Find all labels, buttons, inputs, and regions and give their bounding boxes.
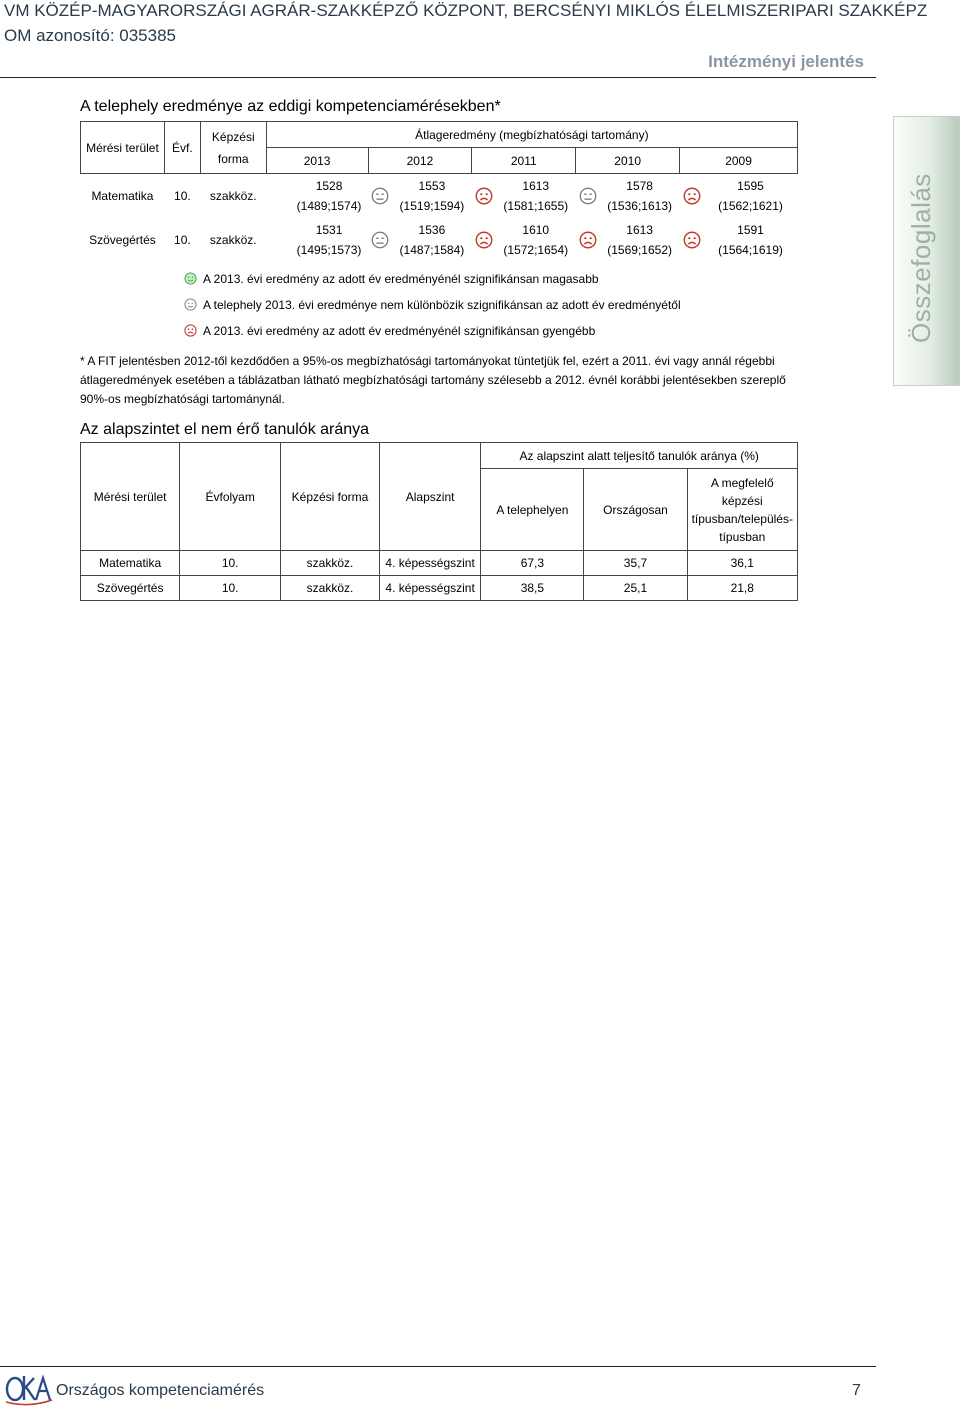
score-value: 1528 xyxy=(315,178,343,193)
table-row xyxy=(81,218,798,262)
neutral-face-icon xyxy=(579,187,597,205)
header-site: A telephelyen xyxy=(481,469,584,551)
score-range: (1569;1652) xyxy=(607,242,672,257)
score-cell xyxy=(704,174,798,218)
footer-divider xyxy=(0,1366,876,1367)
section2-title: Az alapszintet el nem érő tanulók aránya xyxy=(80,421,370,438)
side-tab-label: Összefoglalás xyxy=(906,173,936,343)
year-header: 2013 xyxy=(266,148,368,174)
year-header: 2011 xyxy=(472,148,576,174)
okm-logo-icon xyxy=(4,1372,54,1406)
grade-cell: 10. xyxy=(180,551,281,576)
header-area: Mérési terület xyxy=(81,443,180,551)
year-header: 2009 xyxy=(680,148,798,174)
header-level: Alapszint xyxy=(379,443,480,551)
sad-face-icon xyxy=(579,231,597,249)
form-cell: szakköz. xyxy=(209,232,257,247)
score-value: 1595 xyxy=(737,178,764,193)
score-value: 1553 xyxy=(418,178,446,193)
header-form: Képzési forma xyxy=(281,443,380,551)
header-matching: A megfelelő képzési típusban/település-típusban xyxy=(687,469,797,551)
score-range: (1536;1613) xyxy=(607,198,672,213)
score-value: 1578 xyxy=(626,178,653,193)
score-value: 1531 xyxy=(315,222,343,237)
results-table xyxy=(80,121,798,262)
school-name: VM KÖZÉP-MAGYARORSZÁGI AGRÁR-SZAKKÉPZŐ KÖZPONT, BERCSÉNYI MIKLÓS ÉLELMISZERIPARI SZAKKÉPZ xyxy=(4,1,928,20)
site-cell: 67,3 xyxy=(481,551,584,576)
header-group: Az alapszint alatt teljesítő tanulók aránya (%) xyxy=(481,443,798,469)
grade-cell: 10. xyxy=(174,232,191,247)
sad-face-icon xyxy=(683,187,701,205)
score-cell xyxy=(600,174,680,218)
score-value: 1591 xyxy=(737,222,764,237)
score-range: (1487;1584) xyxy=(399,242,465,257)
year-header: 2012 xyxy=(368,148,472,174)
sad-face-icon xyxy=(475,187,493,205)
score-range: (1564;1619) xyxy=(718,242,783,257)
area-cell: Matematika xyxy=(91,188,154,203)
header-form: Képzési forma xyxy=(200,122,266,174)
legend-text: A telephely 2013. évi eredménye nem különbözik szignifikánsan az adott év eredményétől xyxy=(203,298,681,312)
score-range: (1519;1594) xyxy=(399,198,465,213)
matching-cell: 36,1 xyxy=(687,551,797,576)
sad-face-icon xyxy=(683,231,701,249)
form-cell: szakköz. xyxy=(281,576,380,601)
happy-face-icon xyxy=(184,272,197,285)
legend-item-same xyxy=(184,298,681,312)
section1-title: A telephely eredménye az eddigi kompetenciamérésekben* xyxy=(80,98,501,115)
legend-item-higher xyxy=(184,272,599,286)
legend-text: A 2013. évi eredmény az adott év eredményénél szignifikánsan gyengébb xyxy=(203,324,596,338)
score-cell xyxy=(392,218,472,262)
sad-face-icon xyxy=(475,231,493,249)
neutral-face-icon xyxy=(184,298,197,311)
form-cell: szakköz. xyxy=(209,188,257,203)
score-value: 1536 xyxy=(418,222,446,237)
header-grade: Évfolyam xyxy=(180,443,281,551)
sad-face-icon xyxy=(184,324,197,337)
table-row xyxy=(81,576,798,601)
neutral-face-icon xyxy=(371,231,389,249)
site-cell: 38,5 xyxy=(481,576,584,601)
national-cell: 35,7 xyxy=(584,551,687,576)
score-range: (1489;1574) xyxy=(296,198,362,213)
score-range: (1581;1655) xyxy=(503,198,569,213)
score-range: (1572;1654) xyxy=(503,242,569,257)
table-row xyxy=(81,551,798,576)
footnote: * A FIT jelentésben 2012-től kezdődően a 95%-os megbízhatósági tartományokat tüntetjük fel, ezért a 2011. évi vagy annál régebbi átlageredmények esetében a táblázatban látható megbízhatósági tartomány szélesebb a 2012. évnél korábbi jelentésekben szereplő 90%-os megbízhatósági tartománynál. xyxy=(80,354,786,406)
area-cell: Szövegértés xyxy=(89,232,156,247)
header-average: Átlageredmény (megbízhatósági tartomány) xyxy=(266,122,797,148)
national-cell: 25,1 xyxy=(584,576,687,601)
score-range: (1562;1621) xyxy=(718,198,783,213)
below-level-table xyxy=(80,442,798,601)
header-grade: Évf. xyxy=(164,122,200,174)
neutral-face-icon xyxy=(371,187,389,205)
score-range: (1495;1573) xyxy=(296,242,362,257)
score-cell xyxy=(496,218,576,262)
score-cell xyxy=(290,218,368,262)
form-cell: szakköz. xyxy=(281,551,380,576)
score-value: 1610 xyxy=(522,222,550,237)
side-tab-summary[interactable] xyxy=(893,116,960,386)
grade-cell: 10. xyxy=(174,188,191,203)
level-cell: 4. képességszint xyxy=(379,551,480,576)
score-value: 1613 xyxy=(522,178,550,193)
header-area: Mérési terület xyxy=(81,122,165,174)
year-header: 2010 xyxy=(576,148,680,174)
header-divider xyxy=(0,77,876,78)
level-cell: 4. képességszint xyxy=(379,576,480,601)
om-identifier: OM azonosító: 035385 xyxy=(4,26,177,45)
header-national: Országosan xyxy=(584,469,687,551)
footer-title: Országos kompetenciamérés xyxy=(56,1382,265,1399)
score-value: 1613 xyxy=(626,222,653,237)
score-cell xyxy=(290,174,368,218)
report-type: Intézményi jelentés xyxy=(708,52,864,71)
grade-cell: 10. xyxy=(180,576,281,601)
score-cell xyxy=(704,218,798,262)
page-number: 7 xyxy=(852,1382,861,1399)
score-cell xyxy=(496,174,576,218)
area-cell: Szövegértés xyxy=(81,576,180,601)
score-cell xyxy=(600,218,680,262)
table-row xyxy=(81,174,798,218)
area-cell: Matematika xyxy=(81,551,180,576)
legend-text: A 2013. évi eredmény az adott év eredményénél szignifikánsan magasabb xyxy=(203,272,599,286)
score-cell xyxy=(392,174,472,218)
matching-cell: 21,8 xyxy=(687,576,797,601)
legend-item-lower xyxy=(184,324,595,338)
